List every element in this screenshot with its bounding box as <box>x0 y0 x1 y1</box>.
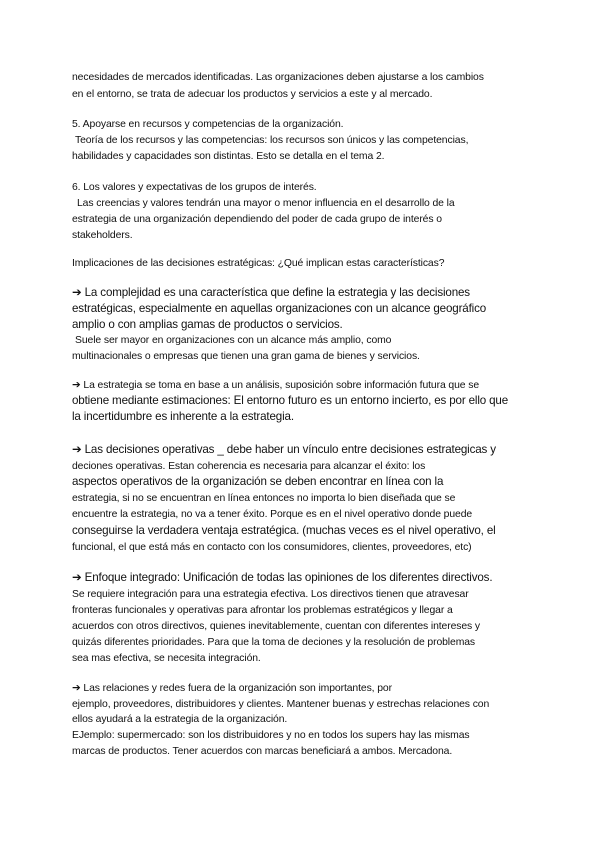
text-line: en el entorno, se trata de adecuar los productos y servicios a este y al mercado. <box>72 89 433 100</box>
bullet-enfoque-integrado: ➔ Enfoque integrado: Unificación de todas las opiniones de los diferentes directivos. <box>72 571 493 584</box>
text-line: aspectos operativos de la organización se deben encontrar en línea con la <box>72 475 444 488</box>
bullet-decisiones-operativas: ➔ Las decisiones operativas _ debe haber un vínculo entre decisiones estrategicas y <box>72 443 496 456</box>
text-line: marcas de productos. Tener acuerdos con marcas beneficiará a ambos. Mercadona. <box>72 746 453 757</box>
text-line: ejemplo, proveedores, distribuidores y clientes. Mantener buenas y estrechas relaciones con <box>72 699 490 710</box>
text-line: necesidades de mercados identificadas. Las organizaciones deben ajustarse a los cambios <box>72 72 484 83</box>
section-heading-5: 5. Apoyarse en recursos y competencias de la organización. <box>72 119 344 130</box>
text-line: Las creencias y valores tendrán una mayor o menor influencia en el desarrollo de la <box>77 198 455 209</box>
text-line: amplio o con amplias gamas de productos o servicios. <box>72 318 343 331</box>
bullet-complejidad: ➔ La complejidad es una característica que define la estrategia y las decisiones <box>72 286 470 299</box>
implications-heading: Implicaciones de las decisiones estratégicas: ¿Qué implican estas características? <box>72 258 445 269</box>
text-line: estrategia, si no se encuentran en línea entonces no importa lo bien diseñada que se <box>72 493 456 504</box>
text-line: fronteras funcionales y operativas para afrontar los problemas estratégicos y llegar a <box>72 605 453 616</box>
text-line: sea mas efectiva, se necesita integración. <box>72 653 261 664</box>
text-line: acuerdos con otros directivos, quienes inevitablemente, cuentan con diferentes intereses y <box>72 621 481 632</box>
text-line: conseguirse la verdadera ventaja estratégica. (muchas veces es el nivel operativo, el <box>72 524 496 537</box>
text-line: stakeholders. <box>72 230 133 241</box>
text-line: multinacionales o empresas que tienen una gran gama de bienes y servicios. <box>72 351 420 362</box>
section-heading-6: 6. Los valores y expectativas de los grupos de interés. <box>72 182 317 193</box>
text-line: estratégicas, especialmente en aquellas organizaciones con un alcance geográfico <box>72 302 487 315</box>
text-line: deciones operativas. Estan coherencia es necesaria para alcanzar el éxito: los <box>72 461 426 472</box>
text-line: Teoría de los recursos y las competencias: los recursos son únicos y las competencias, <box>75 135 469 146</box>
text-line: estrategia de una organización dependiendo del poder de cada grupo de interés o <box>72 214 442 225</box>
text-line: Suele ser mayor en organizaciones con un alcance más amplio, como <box>75 335 392 346</box>
text-line: la incertidumbre es inherente a la estrategia. <box>72 410 294 423</box>
text-line: EJemplo: supermercado: son los distribuidores y no en todos los supers hay las mismas <box>72 730 470 741</box>
text-line: encuentre la estrategia, no va a tener éxito. Porque es en el nivel operativo donde puede <box>72 509 473 520</box>
bullet-analisis: ➔ La estrategia se toma en base a un análisis, suposición sobre información futura que se <box>72 380 480 391</box>
text-line: obtiene mediante estimaciones: El entorno futuro es un entorno incierto, es por ello que <box>72 394 509 407</box>
text-line: ellos ayudará a la estrategia de la organización. <box>72 714 288 725</box>
text-line: quizás diferentes prioridades. Para que la toma de deciones y la resolución de problemas <box>72 637 476 648</box>
text-line: Se requiere integración para una estrategia efectiva. Los directivos tienen que atravesar <box>72 589 469 600</box>
bullet-relaciones-redes: ➔ Las relaciones y redes fuera de la organización son importantes, por <box>72 683 392 694</box>
text-line: habilidades y capacidades son distintas. Esto se detalla en el tema 2. <box>72 151 385 162</box>
text-line: funcional, el que está más en contacto con los consumidores, clientes, proveedores, etc) <box>72 542 472 553</box>
